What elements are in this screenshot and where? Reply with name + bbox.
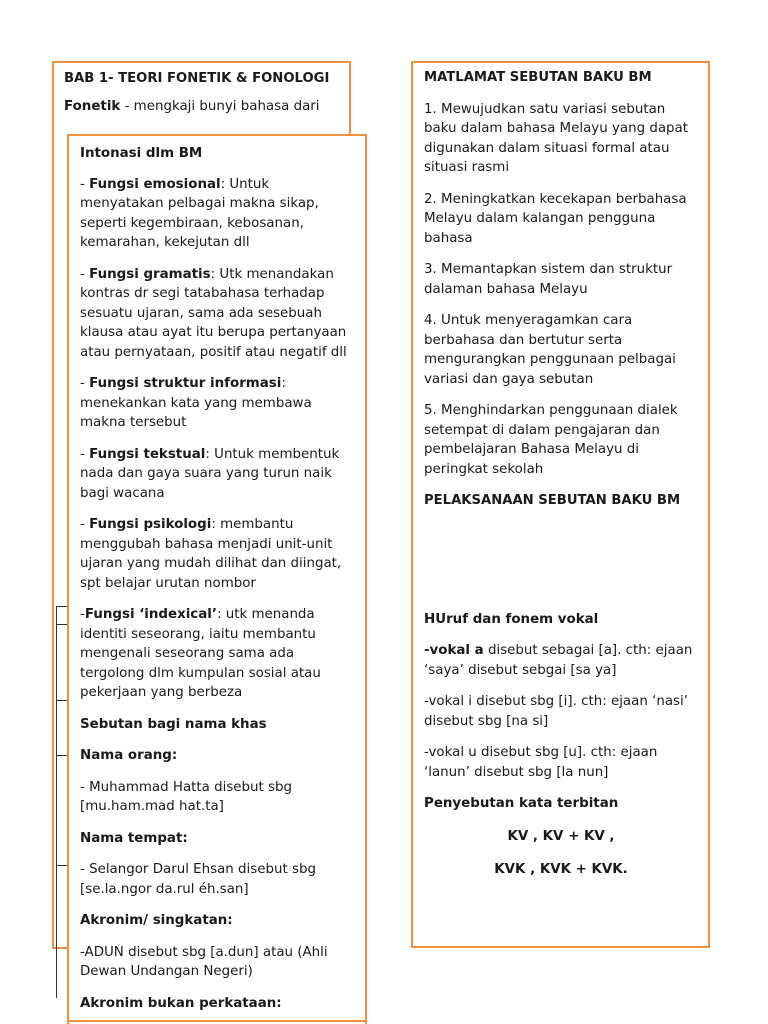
goal-item: 2. Meningkatkan kecekapan berbahasa Melayu dalam kalangan pengguna bahasa bbox=[424, 191, 687, 246]
fungsi-text: : menekankan kata yang membawa makna tersebut bbox=[80, 376, 312, 430]
fungsi-item bbox=[80, 605, 355, 703]
nama-tempat-heading: Nama tempat: bbox=[80, 830, 188, 846]
fungsi-prefix: - bbox=[80, 517, 90, 532]
fungsi-list bbox=[80, 175, 355, 703]
fungsi-prefix: - bbox=[80, 376, 90, 391]
back-box-fonetik bbox=[64, 97, 339, 117]
fungsi-item bbox=[80, 265, 355, 363]
right-box bbox=[411, 61, 710, 948]
nama-tempat-text: - Selangor Darul Ehsan disebut sbg [se.la.ngor da.rul éh.san] bbox=[80, 862, 316, 897]
fungsi-prefix: - bbox=[80, 266, 90, 282]
fungsi-text: : utk menanda identiti seseorang, iaitu membantu mengenali seseorang sama ada tergolong dlm kumpulan sosial atau pekerjaan yang berbeza bbox=[80, 607, 321, 700]
fungsi-label: Fungsi struktur informasi bbox=[89, 376, 282, 391]
fungsi-text: : Utk menandakan kontras dr segi tatabahasa terhadap sesuatu ujaran, sama ada sesebuah klausa atau ayat itu berupa pertanyaan atau pernyataan, positif atau negatif dll bbox=[80, 266, 347, 360]
pattern-2: KVK , KVK + KVK. bbox=[494, 862, 628, 877]
fungsi-item bbox=[80, 515, 355, 593]
fragment-line bbox=[56, 606, 57, 998]
goal-item: 1. Mewujudkan satu variasi sebutan baku dalam bahasa Melayu yang dapat digunakan dalam situasi formal atau situasi rasmi bbox=[424, 101, 688, 175]
penyebutan-heading: Penyebutan kata terbitan bbox=[424, 796, 619, 811]
akronim-text: -ADUN disebut sbg [a.dun] atau (Ahli Dewan Undangan Negeri) bbox=[80, 944, 328, 979]
huruf-heading: HUruf dan fonem vokal bbox=[424, 611, 599, 627]
matlamat-title: MATLAMAT SEBUTAN BAKU BM bbox=[424, 70, 652, 85]
fungsi-label: Fungsi ‘indexical’ bbox=[84, 607, 217, 622]
goal-item: 5. Menghindarkan penggunaan dialek setempat di dalam pengajaran dan pembelajaran Bahasa Melayu di peringkat sekolah bbox=[424, 403, 678, 477]
vokal-a bbox=[424, 641, 698, 680]
fungsi-label: Fungsi emosional bbox=[89, 176, 221, 192]
goal-item: 4. Untuk menyeragamkan cara berbahasa dan bertutur serta mengurangkan penggunaan pelbagai variasi dan gaya sebutan bbox=[424, 313, 676, 387]
fungsi-text: : Untuk menyatakan pelbagai makna sikap, seperti kegembiraan, kebosanan, kemarahan, kekejutan dll bbox=[80, 176, 319, 250]
vokal-i: -vokal i disebut sbg [i]. cth: ejaan ‘nasi’ disebut sbg [na si] bbox=[424, 694, 688, 729]
fungsi-prefix: - bbox=[80, 446, 90, 462]
fungsi-item bbox=[80, 175, 355, 253]
vokal-a-label: -vokal a bbox=[424, 643, 484, 658]
goal-item: 3. Memantapkan sistem dan struktur dalaman bahasa Melayu bbox=[424, 262, 673, 297]
fungsi-label: Fungsi gramatis bbox=[89, 266, 211, 282]
fungsi-label: Fungsi psikologi bbox=[89, 517, 212, 532]
fungsi-label: Fungsi tekstual bbox=[89, 446, 206, 462]
sebutan-heading: Sebutan bagi nama khas bbox=[80, 716, 267, 732]
nama-orang-heading: Nama orang: bbox=[80, 748, 178, 763]
nama-orang-text: - Muhammad Hatta disebut sbg [mu.ham.mad hat.ta] bbox=[80, 779, 293, 814]
intonasi-title: Intonasi dlm BM bbox=[80, 146, 203, 161]
fungsi-prefix: - bbox=[80, 176, 90, 192]
vokal-a-text: disebut sebagai [a]. cth: ejaan ‘saya’ disebut sebgai [sa ya] bbox=[424, 643, 693, 678]
fonetik-term: Fonetik bbox=[64, 98, 121, 114]
pelaksanaan-heading: PELAKSANAAN SEBUTAN BAKU BM bbox=[424, 493, 681, 508]
back-box-title: BAB 1- TEORI FONETIK & FONOLOGI bbox=[64, 71, 330, 86]
pattern-1: KV , KV + KV , bbox=[507, 828, 615, 844]
vokal-u: -vokal u disebut sbg [u]. cth: ejaan ‘lanun’ disebut sbg [la nun] bbox=[424, 745, 658, 780]
fungsi-prefix: - bbox=[80, 607, 85, 622]
front-box-bottom-border bbox=[67, 1020, 367, 1022]
fungsi-item bbox=[80, 445, 355, 504]
fungsi-item bbox=[80, 374, 355, 433]
fungsi-text: : membantu menggubah bahasa menjadi unit-unit ujaran yang mudah dilihat dan diingat, spt belajar urutan nombor bbox=[80, 517, 342, 591]
fonetik-text: - mengkaji bunyi bahasa dari bbox=[120, 98, 320, 114]
front-box bbox=[67, 134, 367, 1024]
fungsi-text: : Untuk membentuk nada dan gaya suara yang turun naik bagi wacana bbox=[80, 446, 340, 501]
akronim-heading: Akronim/ singkatan: bbox=[80, 913, 233, 928]
akronim-bukan-heading: Akronim bukan perkataan: bbox=[80, 995, 282, 1011]
